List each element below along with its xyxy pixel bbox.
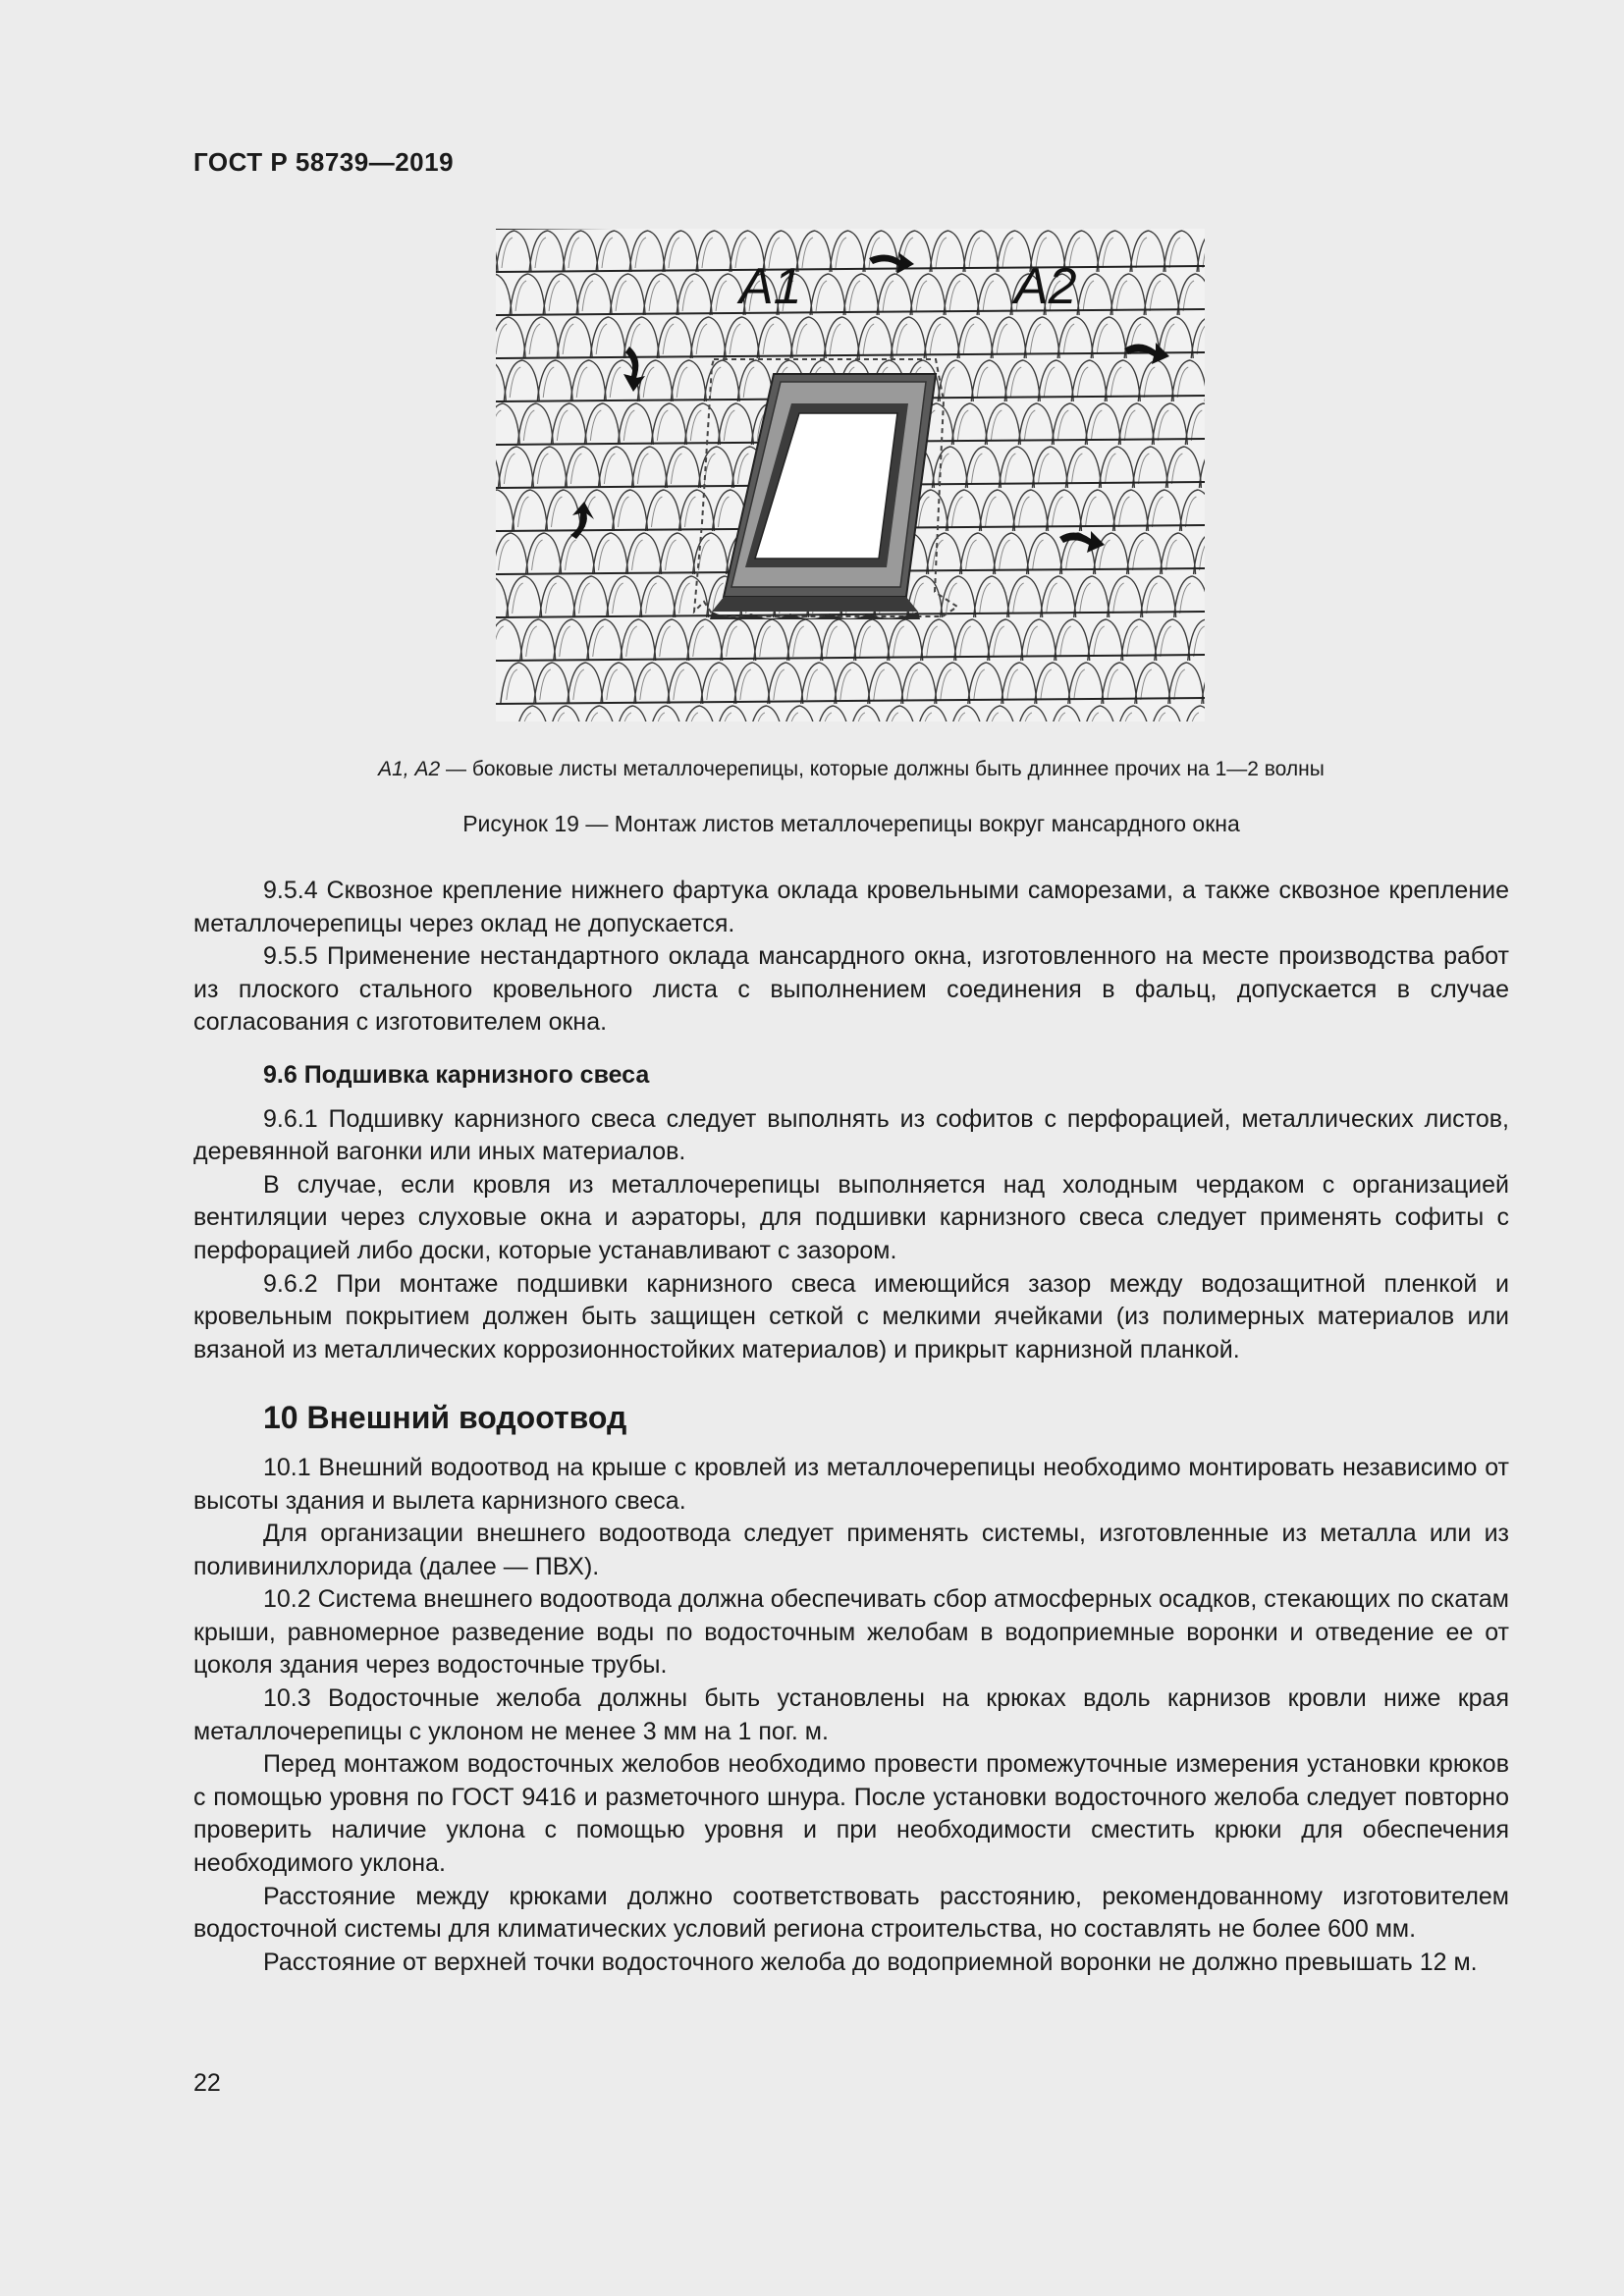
paragraph-9-6-2: 9.6.2 При монтаже подшивки карнизного свеса имеющийся зазор между водозащитной пленкой и кровельным покрытием должен быть защищен сеткой с мелкими ячейками (из полимерных материалов или вязаной из металлических коррозионностойких материалов) и прикрыт карнизной планкой.	[193, 1269, 1509, 1363]
paragraph-9-6-1: 9.6.1 Подшивку карнизного свеса следует выполнять из софитов с перфорацией, металлических листов, деревянной вагонки или иных материалов.	[193, 1104, 1509, 1166]
roof-tile-illustration	[496, 229, 1205, 721]
paragraph-10-2: 10.2 Система внешнего водоотвода должна обеспечивать сбор атмосферных осадков, стекающих по скатам крыши, равномерное разведение воды по водосточным желобам в водоприемные воронки и отведение ее от цоколя здания через водосточные трубы.	[193, 1585, 1509, 1680]
paragraph-10-3-b: Перед монтажом водосточных желобов необходимо провести промежуточные измерения установки крюков с помощью уровня по ГОСТ 9416 и разметочного шнура. После установки водосточного желоба следует повторно проверить наличие уклона с помощью уровня и при необходимости сместить крюки для обеспечения необходимого уклона.	[193, 1750, 1509, 1878]
section-heading-10: 10 Внешний водоотвод	[263, 1400, 627, 1436]
figure-caption: Рисунок 19 — Монтаж листов металлочерепицы вокруг мансардного окна	[462, 811, 1240, 836]
figure-legend-text: — боковые листы металлочерепицы, которые должны быть длиннее прочих на 1—2 волны	[440, 758, 1325, 780]
roof-window-figure	[496, 229, 1205, 721]
paragraph-9-5-5: 9.5.5 Применение нестандартного оклада мансардного окна, изготовленного на месте производства работ из плоского стального кровельного листа с выполнением соединения в фальц, допускается в случае согласования с изготовителем окна.	[193, 942, 1509, 1037]
paragraph-10-3-c: Расстояние между крюками должно соответствовать расстоянию, рекомендованному изготовителем водосточной системы для климатических условий региона строительства, но составлять не более 600 мм.	[193, 1882, 1509, 1944]
paragraph-9-5-4: 9.5.4 Сквозное крепление нижнего фартука оклада кровельными саморезами, а также сквозное крепление металлочерепицы через оклад не допускается.	[193, 877, 1509, 937]
section-heading-9-6: 9.6 Подшивка карнизного свеса	[263, 1060, 650, 1089]
figure-label-a1: А1	[739, 258, 802, 315]
figure-label-a2: А2	[1014, 258, 1077, 315]
document-body	[193, 875, 1509, 1979]
paragraph-10-1: 10.1 Внешний водоотвод на крыше с кровлей из металлочерепицы необходимо монтировать независимо от высоты здания и вылета карнизного свеса.	[193, 1453, 1509, 1515]
figure-legend-labels: А1, А2	[378, 758, 441, 780]
figure-legend	[193, 758, 1509, 781]
paragraph-10-3-d: Расстояние от верхней точки водосточного желоба до водоприемной воронки не должно превышать 12 м.	[263, 1948, 1478, 1976]
paragraph-9-6-1-b: В случае, если кровля из металлочерепицы выполняется над холодным чердаком с организацией вентиляции через слуховые окна и аэраторы, для подшивки карнизного свеса следует применять софиты с перфорацией либо доски, которые устанавливают с зазором.	[193, 1170, 1509, 1264]
paragraph-10-3: 10.3 Водосточные желоба должны быть установлены на крюках вдоль карнизов кровли ниже края металлочерепицы с уклоном не менее 3 мм на 1 пог. м.	[193, 1684, 1509, 1745]
page-number: 22	[193, 2069, 221, 2097]
document-header: ГОСТ Р 58739—2019	[193, 147, 455, 177]
paragraph-10-1-b: Для организации внешнего водоотвода следует применять системы, изготовленные из металла или из поливинилхлорида (далее — ПВХ).	[193, 1520, 1509, 1580]
